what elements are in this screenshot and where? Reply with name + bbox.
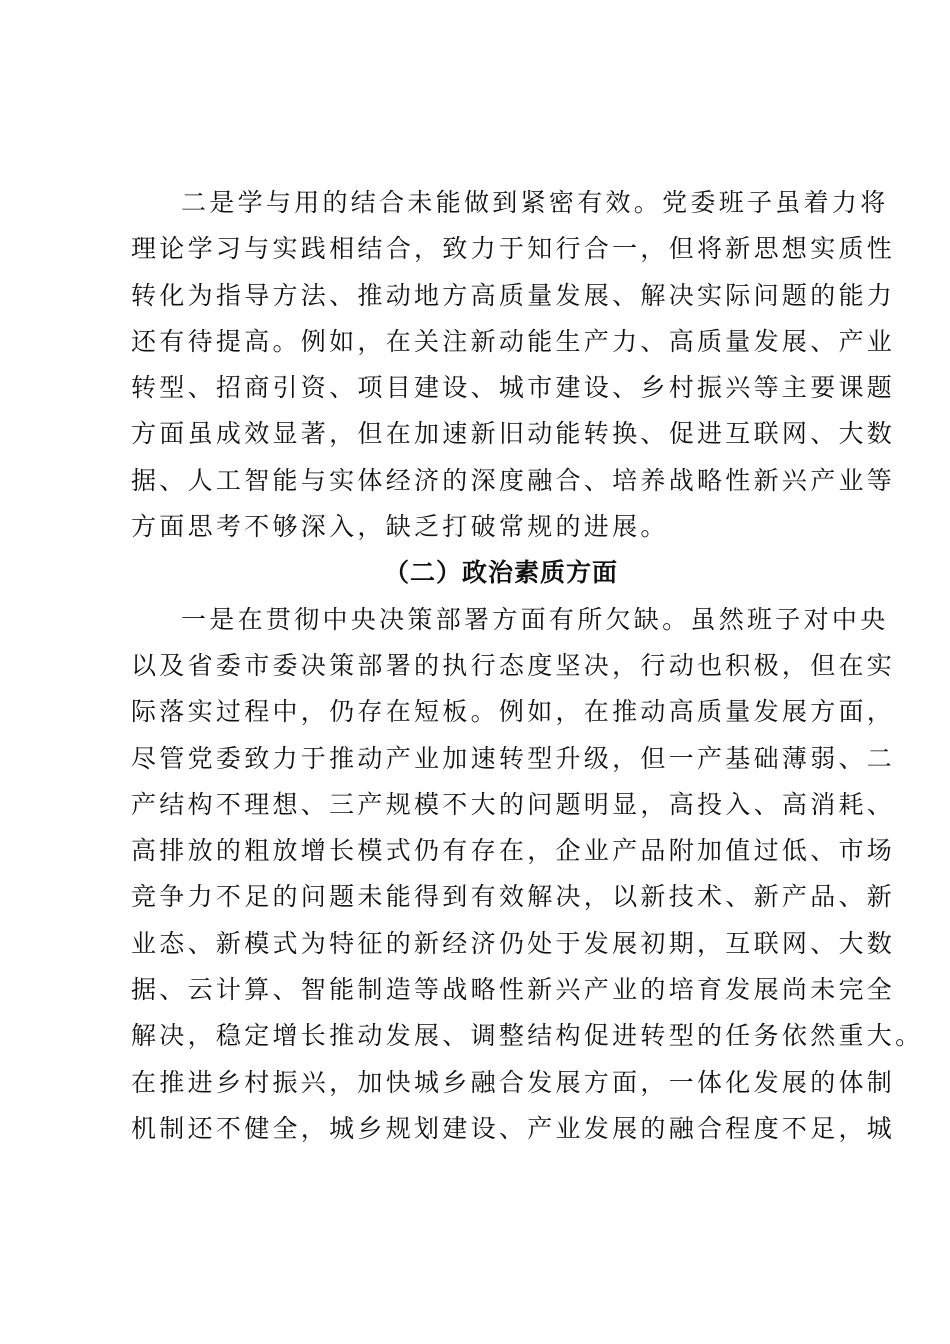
paragraph-line: 尽管党委致力于推动产业加速转型升级，但一产基础薄弱、二 [131, 743, 896, 773]
paragraph-line: 方面思考不够深入，缺乏打破常规的进展。 [131, 512, 669, 542]
paragraph-line: 在推进乡村振兴，加快城乡融合发展方面，一体化发展的体制 [131, 1067, 896, 1097]
paragraph-line: 以及省委市委决策部署的执行态度坚决，行动也积极，但在实 [131, 650, 896, 680]
paragraph-line: 二是学与用的结合未能做到紧密有效。党委班子虽着力将 [181, 188, 889, 217]
section-heading: （二）政治素质方面 [383, 558, 618, 588]
paragraph-line: 据、人工智能与实体经济的深度融合、培养战略性新兴产业等 [131, 465, 896, 495]
paragraph-line: 解决，稳定增长推动发展、调整结构促进转型的任务依然重大。 [131, 1021, 924, 1051]
paragraph-line: 理论学习与实践相结合，致力于知行合一，但将新思想实质性 [131, 234, 896, 264]
paragraph-line: 一是在贯彻中央决策部署方面有所欠缺。虽然班子对中央 [181, 604, 889, 634]
paragraph-line: 转型、招商引资、项目建设、城市建设、乡村振兴等主要课题 [131, 373, 896, 403]
paragraph-line: 还有待提高。例如，在关注新动能生产力、高质量发展、产业 [131, 326, 896, 356]
paragraph-line: 产结构不理想、三产规模不大的问题明显，高投入、高消耗、 [131, 789, 896, 819]
paragraph-line: 际落实过程中，仍存在短板。例如，在推动高质量发展方面， [131, 697, 896, 727]
paragraph-line: 竞争力不足的问题未能得到有效解决，以新技术、新产品、新 [131, 882, 896, 912]
paragraph-line: 机制还不健全，城乡规划建设、产业发展的融合程度不足，城 [131, 1113, 896, 1143]
paragraph-line: 高排放的粗放增长模式仍有存在，企业产品附加值过低、市场 [131, 836, 896, 866]
paragraph-line: 转化为指导方法、推动地方高质量发展、解决实际问题的能力 [131, 280, 896, 310]
paragraph-line: 方面虽成效显著，但在加速新旧动能转换、促进互联网、大数 [131, 419, 896, 449]
paragraph-line: 业态、新模式为特征的新经济仍处于发展初期，互联网、大数 [131, 928, 896, 958]
paragraph-line: 据、云计算、智能制造等战略性新兴产业的培育发展尚未完全 [131, 975, 896, 1005]
document-body [131, 180, 924, 1152]
